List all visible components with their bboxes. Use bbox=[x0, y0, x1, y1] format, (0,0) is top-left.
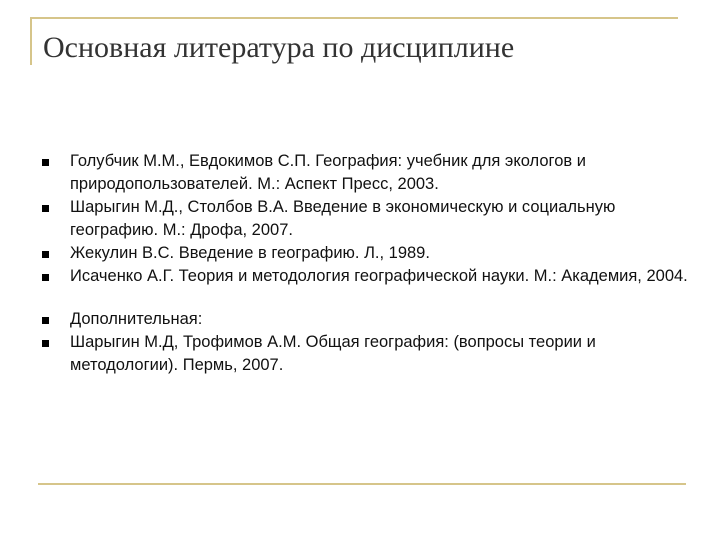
list-item-text: Шарыгин М.Д, Трофимов А.М. Общая география: (вопросы теории и методологии). Пермь, 2007. bbox=[70, 333, 596, 374]
bullet-square-icon bbox=[42, 274, 49, 281]
frame-bottom-line bbox=[38, 483, 686, 485]
list-item-text: Исаченко А.Г. Теория и методология географической науки. М.: Академия, 2004. bbox=[70, 267, 688, 285]
list-item bbox=[40, 150, 690, 196]
bullet-square-icon bbox=[42, 340, 49, 347]
list-item bbox=[40, 308, 690, 331]
bullet-square-icon bbox=[42, 159, 49, 166]
list-item-text: Шарыгин М.Д., Столбов В.А. Введение в экономическую и социальную географию. М.: Дрофа, 2007. bbox=[70, 198, 616, 239]
list-item-text: Дополнительная: bbox=[70, 310, 203, 328]
frame-left-line bbox=[30, 17, 32, 65]
bullet-square-icon bbox=[42, 317, 49, 324]
list-item bbox=[40, 196, 690, 242]
bullet-square-icon bbox=[42, 251, 49, 258]
list-item bbox=[40, 242, 690, 265]
frame-top-line bbox=[30, 17, 678, 19]
reference-list bbox=[40, 150, 690, 377]
slide-title: Основная литература по дисциплине bbox=[43, 31, 515, 64]
bullet-square-icon bbox=[42, 205, 49, 212]
list-item bbox=[40, 265, 690, 288]
list-item bbox=[40, 331, 690, 377]
list-item-text: Жекулин В.С. Введение в географию. Л., 1989. bbox=[70, 244, 430, 262]
list-item-text: Голубчик М.М., Евдокимов С.П. География: учебник для экологов и природопользователей. М.: Аспект Пресс, 2003. bbox=[70, 152, 586, 193]
